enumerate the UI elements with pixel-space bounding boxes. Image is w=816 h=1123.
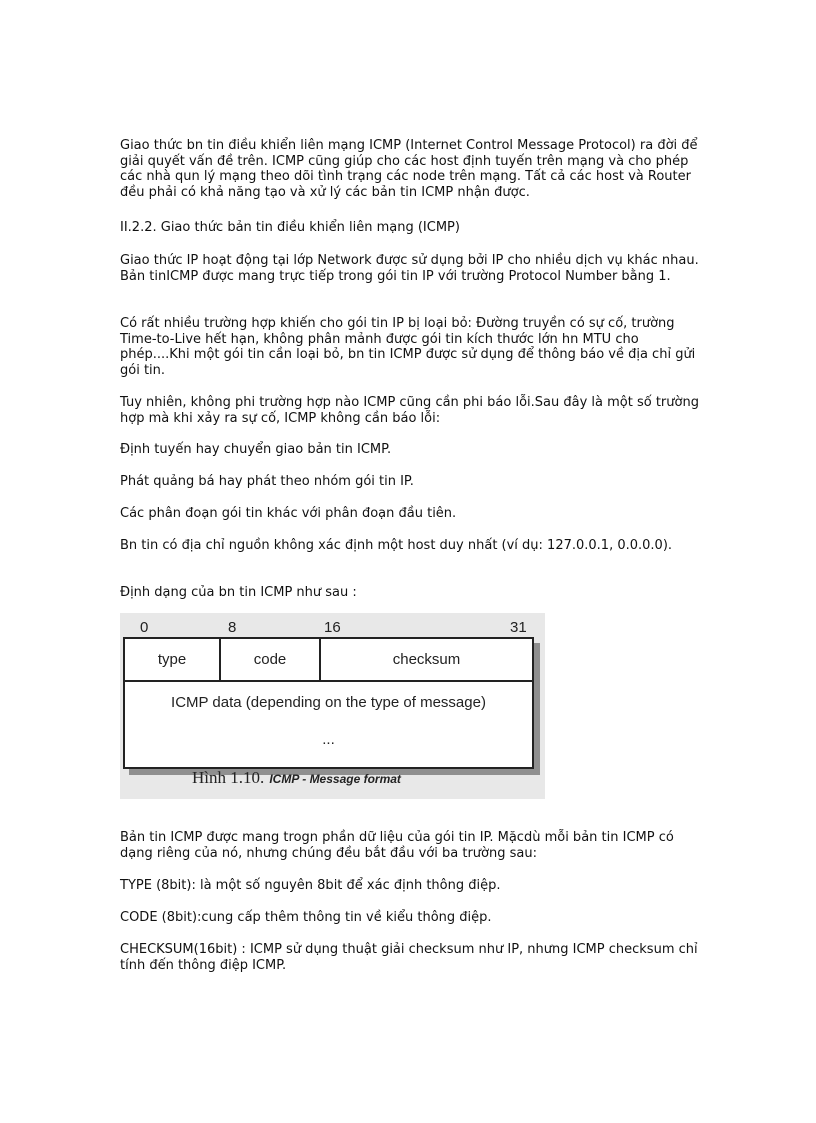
list-item-routing: Định tuyến hay chuyển giao bản tin ICMP. bbox=[120, 442, 392, 457]
paragraph-type-field: TYPE (8bit): là một số nguyên 8bit để xác định thông điệp. bbox=[120, 878, 501, 893]
caption-title: ICMP - Message format bbox=[269, 772, 401, 786]
section-heading: II.2.2. Giao thức bản tin điều khiển liên mạng (ICMP) bbox=[120, 220, 460, 235]
paragraph-drop-reasons: Có rất nhiều trường hợp khiến cho gói tin IP bị loại bỏ: Đường truyền có sự cố, trường Time-to-Live hết hạn, không phân mảnh được gói tin kích thước lớn hn MTU cho phép....Khi một gói tin cần loại bỏ, bn tin ICMP được sử dụng để thông báo về địa chỉ gửi gói tin. bbox=[120, 316, 696, 378]
bit-label-8: 8 bbox=[228, 619, 237, 636]
paragraph-icmp-intro: Giao thức bn tin điều khiển liên mạng ICMP (Internet Control Message Protocol) ra đời để giải quyết vấn đề trên. ICMP cũng giúp cho các host định tuyến trên mạng và cho phép các nhà qun lý mạng theo dõi tình trạng các node trên mạng. Tất cả các host và Router đều phải có khả năng tạo và xử lý các bản tin ICMP nhận được. bbox=[120, 138, 698, 200]
paragraph-checksum-field: CHECKSUM(16bit) : ICMP sử dụng thuật giải checksum như IP, nhưng ICMP checksum chỉ tính đến thông điệp ICMP. bbox=[120, 942, 698, 973]
field-type: type bbox=[157, 651, 187, 668]
paragraph-ip-network: Giao thức IP hoạt động tại lớp Network được sử dụng bởi IP cho nhiều dịch vụ khác nhau. Bản tinICMP được mang trực tiếp trong gói tin IP với trường Protocol Number bằng 1. bbox=[120, 253, 699, 284]
paragraph-code-field: CODE (8bit):cung cấp thêm thông tin về kiểu thông điệp. bbox=[120, 910, 492, 925]
icmp-format-figure bbox=[120, 613, 545, 799]
field-data-ellipsis: ... bbox=[322, 731, 335, 748]
icmp-format-table bbox=[123, 637, 534, 769]
field-checksum: checksum bbox=[392, 651, 461, 668]
bit-label-16: 16 bbox=[324, 619, 341, 636]
list-item-broadcast: Phát quảng bá hay phát theo nhóm gói tin IP. bbox=[120, 474, 414, 489]
paragraph-no-error-cases: Tuy nhiên, không phi trường hợp nào ICMP cũng cần phi báo lỗi.Sau đây là một số trường hợp mà khi xảy ra sự cố, ICMP không cần báo lỗi: bbox=[120, 395, 699, 426]
paragraph-icmp-fields: Bản tin ICMP được mang trogn phần dữ liệu của gói tin IP. Mặcdù mỗi bản tin ICMP có dạng riêng của nó, nhưng chúng đều bắt đầu với ba trường sau: bbox=[120, 830, 674, 861]
paragraph-format-intro: Định dạng của bn tin ICMP như sau : bbox=[120, 585, 357, 600]
field-icmp-data: ICMP data (depending on the type of message) bbox=[171, 694, 486, 711]
header-fields-row bbox=[125, 639, 532, 682]
bit-label-0: 0 bbox=[140, 619, 149, 636]
field-code: code bbox=[253, 651, 287, 668]
bit-label-31: 31 bbox=[510, 619, 527, 636]
caption-number: Hình 1.10. bbox=[192, 768, 265, 787]
list-item-source-address: Bn tin có địa chỉ nguồn không xác định một host duy nhất (ví dụ: 127.0.0.1, 0.0.0.0). bbox=[120, 538, 673, 553]
figure-caption bbox=[192, 768, 401, 788]
list-item-fragments: Các phân đoạn gói tin khác với phân đoạn đầu tiên. bbox=[120, 506, 457, 521]
